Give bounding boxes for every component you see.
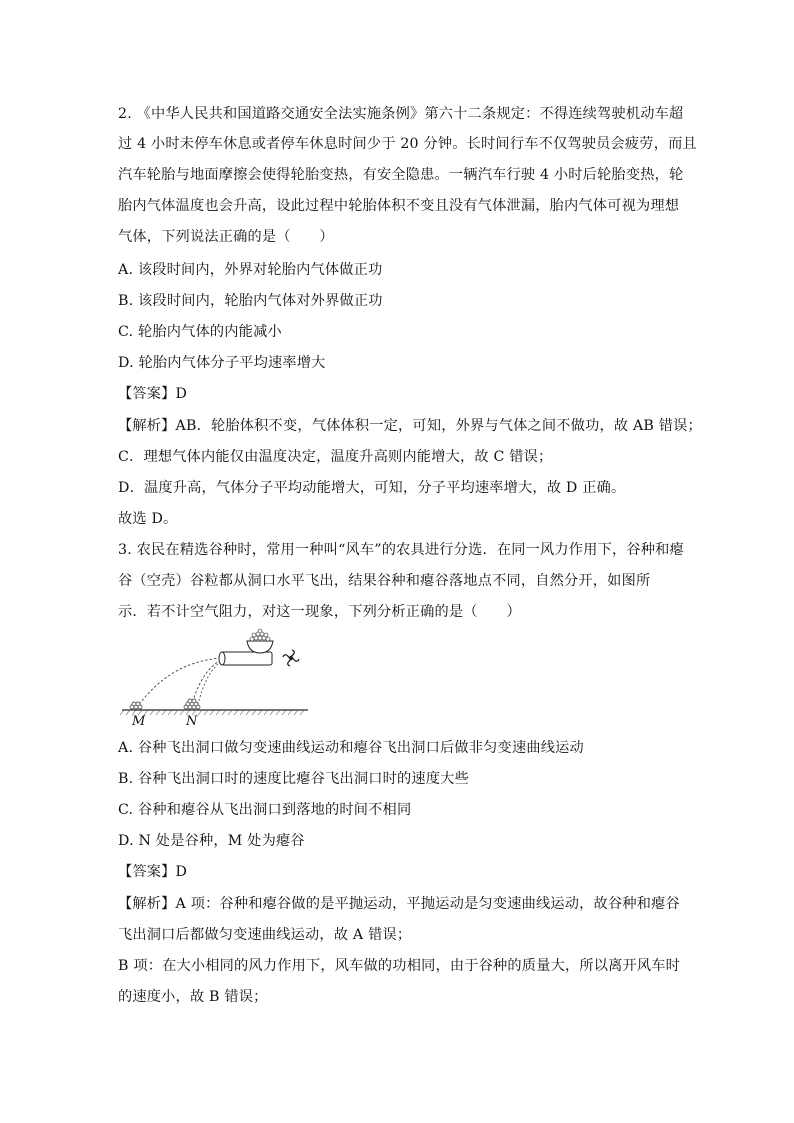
q2-stem-line: 气体，下列说法正确的是（ ） (118, 229, 334, 245)
q2-stem-line: 过 4 小时未停车休息或者停车休息时间少于 20 分钟。长时间行车不仅驾驶员会疲劳，而且 (118, 136, 697, 152)
barrel-outlet (219, 652, 225, 665)
q2-stem-line: 胎内气体温度也会升高，设此过程中轮胎体积不变且没有气体泄漏，胎内气体可视为理想 (118, 198, 680, 214)
trajectory-m (138, 658, 221, 706)
q2-analysis-line: C．理想气体内能仅由温度决定，温度升高则内能增大，故 C 错误； (118, 449, 553, 465)
q2-option-d: D. 轮胎内气体分子平均速率增大 (118, 355, 326, 371)
label-m: M (132, 714, 146, 729)
winnowing-machine-figure (118, 628, 318, 728)
q3-stem-line: 示．若不计空气阻力，对这一现象，下列分析正确的是（ ） (118, 604, 521, 620)
q2-option-c: C. 轮胎内气体的内能减小 (118, 324, 282, 340)
q3-stem-line: 谷（空壳）谷粒都从洞口水平飞出，结果谷种和瘪谷落地点不同，自然分开，如图所 (118, 573, 651, 589)
q2-stem-line: 2. 《中华人民共和国道路交通安全法实施条例》第六十二条规定：不得连续驾驶机动车超 (118, 106, 684, 122)
q3-analysis-line: 【解析】A 项：谷种和瘪谷做的是平抛运动，平抛运动是匀变速曲线运动，故谷种和瘪谷 (118, 896, 680, 912)
q3-option-a: A. 谷种飞出洞口做匀变速曲线运动和瘪谷飞出洞口后做非匀变速曲线运动 (118, 740, 584, 756)
q2-option-a: A. 该段时间内，外界对轮胎内气体做正功 (118, 262, 383, 278)
q2-analysis-line: 故选 D。 (118, 511, 178, 527)
q2-option-b: B. 该段时间内，轮胎内气体对外界做正功 (118, 293, 383, 309)
q3-option-c: C. 谷种和瘪谷从飞出洞口到落地的时间不相同 (118, 802, 412, 818)
q2-stem-line: 汽车轮胎与地面摩擦会使得轮胎变热，有安全隐患。一辆汽车行驶 4 小时后轮胎变热，轮 (118, 167, 684, 183)
ground-hatching (120, 710, 304, 715)
q3-stem-line: 3. 农民在精选谷种时，常用一种叫“风车”的农具进行分选．在同一风力作用下，谷种和瘪 (118, 542, 684, 558)
q3-analysis-line: 飞出洞口后都做匀变速曲线运动，故 A 错误； (118, 927, 412, 943)
hopper-grain (250, 629, 270, 641)
q2-analysis-line: D．温度升高，气体分子平均动能增大，可知，分子平均速率增大，故 D 正确。 (118, 480, 626, 496)
q3-option-b: B. 谷种飞出洞口时的速度比瘪谷飞出洞口时的速度大些 (118, 771, 469, 787)
hopper (247, 641, 273, 653)
fan-icon (283, 650, 299, 666)
q3-answer: 【答案】D (118, 864, 188, 880)
q3-analysis-line: 的速度小，故 B 错误； (118, 989, 268, 1005)
fan-barrel (222, 652, 272, 665)
trajectory-n (192, 660, 221, 704)
q2-analysis-line: 【解析】AB．轮胎体积不变，气体体积一定，可知，外界与气体之间不做功，故 AB 错误； (118, 418, 702, 434)
label-n: N (186, 714, 198, 729)
q3-analysis-line: B 项：在大小相同的风力作用下，风车做的功相同，由于谷种的质量大，所以离开风车时 (118, 958, 681, 974)
q3-option-d: D. N 处是谷种，M 处为瘪谷 (118, 833, 305, 849)
q2-answer: 【答案】D (118, 386, 188, 402)
grain-pile-n (184, 699, 200, 709)
